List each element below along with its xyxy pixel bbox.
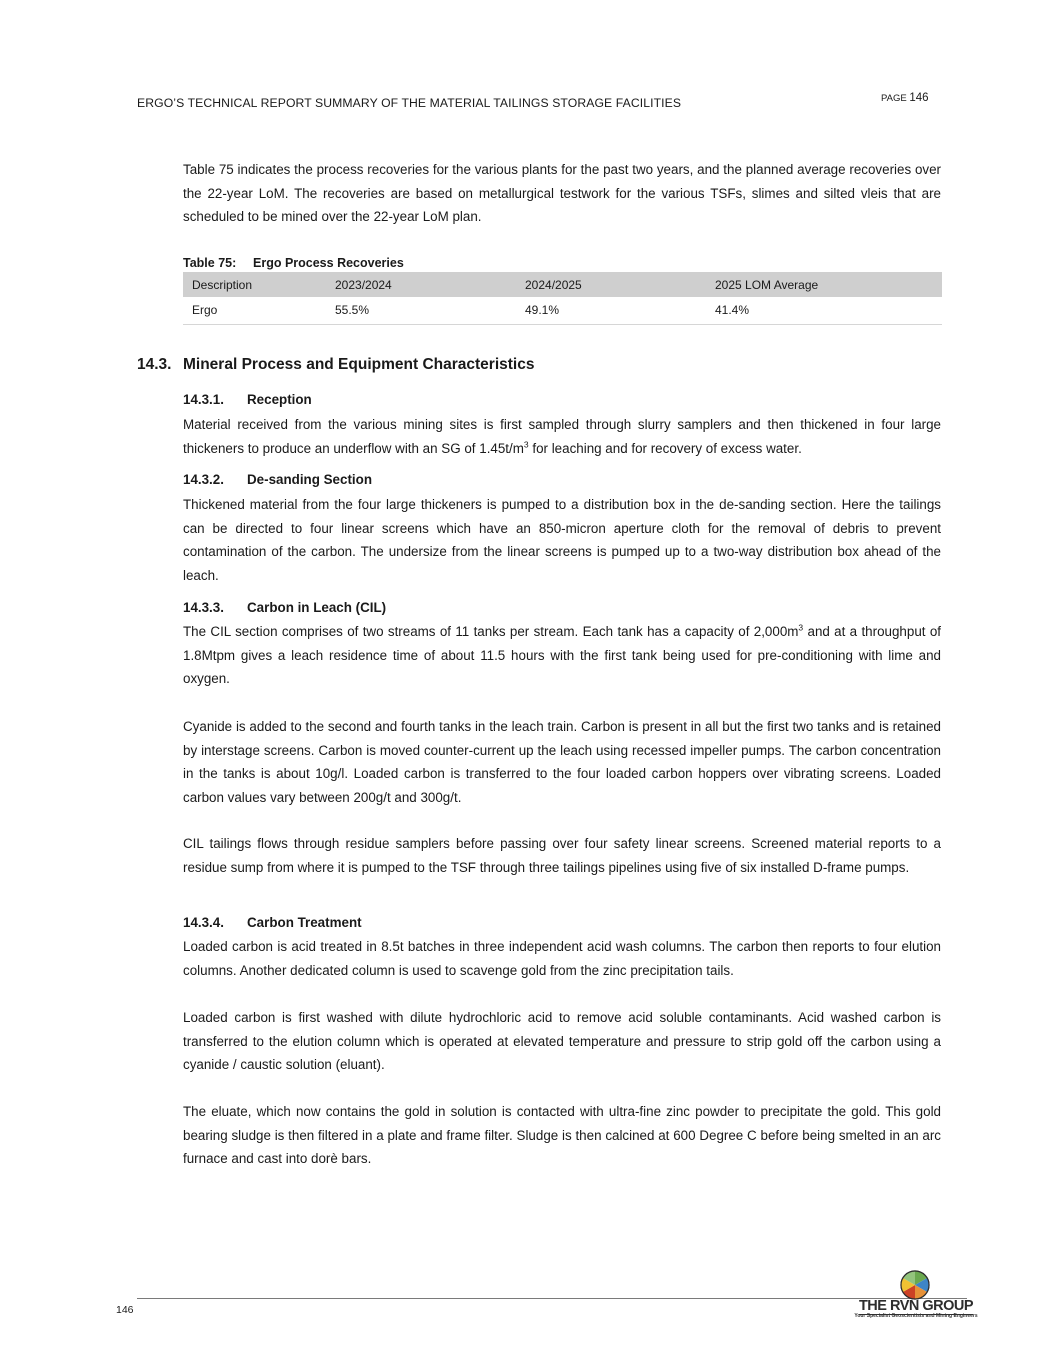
table-row [183,297,942,324]
rvn-logo-icon [900,1270,930,1300]
table-header-cell: 2023/2024 [326,272,516,297]
subsection-heading-desanding [183,472,372,487]
section-heading [137,356,534,374]
cil-paragraph-1 [183,620,941,691]
cil-paragraph-3: CIL tailings flows through residue samplers before passing over four safety linear screens. Screened material reports to a residue sump from where it is pumped to the TSF through three tailings pipelines using five of six installed D-frame pumps. [183,836,941,875]
carbon-treatment-paragraph-1: Loaded carbon is acid treated in 8.5t batches in three independent acid wash columns. The carbon then reports to four elution columns. Another dedicated column is used to scavenge gold from the zinc precipitation tails. [183,939,941,978]
table-header-cell: Description [183,272,326,297]
subsection-number: 14.3.4. [183,915,224,930]
reception-text: for leaching and for recovery of excess water. [528,440,802,456]
reception-text: Material received from the various mining sites is first sampled through slurry samplers and then thickened in four large thickeners to produce an underflow with an SG of 1.45t/m [183,417,941,456]
table-header-cell: 2024/2025 [516,272,706,297]
subsection-title: Reception [247,392,312,407]
subsection-heading-carbon-treatment [183,915,362,930]
table-cell: 41.4% [706,297,942,324]
process-recoveries-table [183,272,942,325]
table-caption [183,256,404,270]
table-caption-label: Table 75: [183,256,237,270]
superscript: 3 [798,622,804,633]
header-page-label: PAGE [881,93,907,104]
carbon-treatment-paragraph-2: Loaded carbon is first washed with dilute hydrochloric acid to remove acid soluble contaminants. Acid washed carbon is transferred to the elution column which is operated at elevated temperature and pressure to strip gold off the carbon using a cyanide / caustic solution (eluant). [183,1010,941,1073]
cil-text: and at a throughput of 1.8Mtpm gives a leach residence time of about 11.5 hours with the first tank being used for pre-conditioning with lime and oxygen. [183,624,941,687]
table-header-row [183,272,942,297]
subsection-number: 14.3.2. [183,472,224,487]
cil-paragraph-2: Cyanide is added to the second and fourth tanks in the leach train. Carbon is present in all but the first two tanks and is retained by interstage screens. Carbon is moved counter-current up the leach using recessed impeller pumps. The carbon concentration in the tanks is about 10g/l. Loaded carbon is transferred to the four loaded carbon hoppers over vibrating screens. Loaded carbon values vary between 200g/t and 300g/t. [183,719,941,805]
subsection-heading-cil [183,600,386,615]
subsection-number: 14.3.1. [183,392,224,407]
superscript: 3 [523,439,529,450]
rvn-logo-tagline: Your Specialist Geoscientists and Mining Engineers [854,1313,978,1319]
table-header-cell: 2025 LOM Average [706,272,942,297]
footer-page-number: 146 [116,1304,134,1316]
subsection-title: Carbon Treatment [247,915,362,930]
cil-text: The CIL section comprises of two streams of 11 tanks per stream. Each tank has a capacity of 2,000m [183,624,799,639]
section-title: Mineral Process and Equipment Characteristics [183,356,535,373]
table-cell: 49.1% [516,297,706,324]
table-cell: Ergo [183,297,326,324]
subsection-title: Carbon in Leach (CIL) [247,600,387,615]
rvn-logo-wordmark: THE RVN GROUP [858,1298,974,1314]
subsection-heading-reception [183,392,312,407]
intro-paragraph: Table 75 indicates the process recoveries for the various plants for the past two years, and the planned average recoveries over the 22-year LoM. The recoveries are based on metallurgical testwork for the various TSFs, slimes and silted vleis that are scheduled to be mined over the 22-year LoM plan. [183,162,941,225]
reception-paragraph [183,413,941,460]
subsection-number: 14.3.3. [183,600,224,615]
footer-divider [137,1298,967,1299]
rvn-logo-text [858,1298,974,1314]
header-page-number [881,92,929,104]
table-cell: 55.5% [326,297,516,324]
report-header-title: ERGO’S TECHNICAL REPORT SUMMARY OF THE MATERIAL TAILINGS STORAGE FACILITIES [137,96,682,110]
desanding-paragraph: Thickened material from the four large thickeners is pumped to a distribution box in the de-sanding section. Here the tailings can be directed to four linear screens which have an 850-micron aperture cloth for the removal of debris to prevent contamination of the carbon. The undersize from the linear screens is pumped up to a two-way distribution box ahead of the leach. [183,497,941,583]
table-caption-title: Ergo Process Recoveries [253,256,404,270]
subsection-title: De-sanding Section [247,472,372,487]
carbon-treatment-paragraph-3: The eluate, which now contains the gold in solution is contacted with ultra-fine zinc powder to precipitate the gold. This gold bearing sludge is then filtered in a plate and frame filter. Sludge is then calcined at 600 Degree C before being smelted in an arc furnace and cast into dorè bars. [183,1104,941,1167]
section-number: 14.3. [137,356,172,373]
header-page-value: 146 [909,92,929,104]
